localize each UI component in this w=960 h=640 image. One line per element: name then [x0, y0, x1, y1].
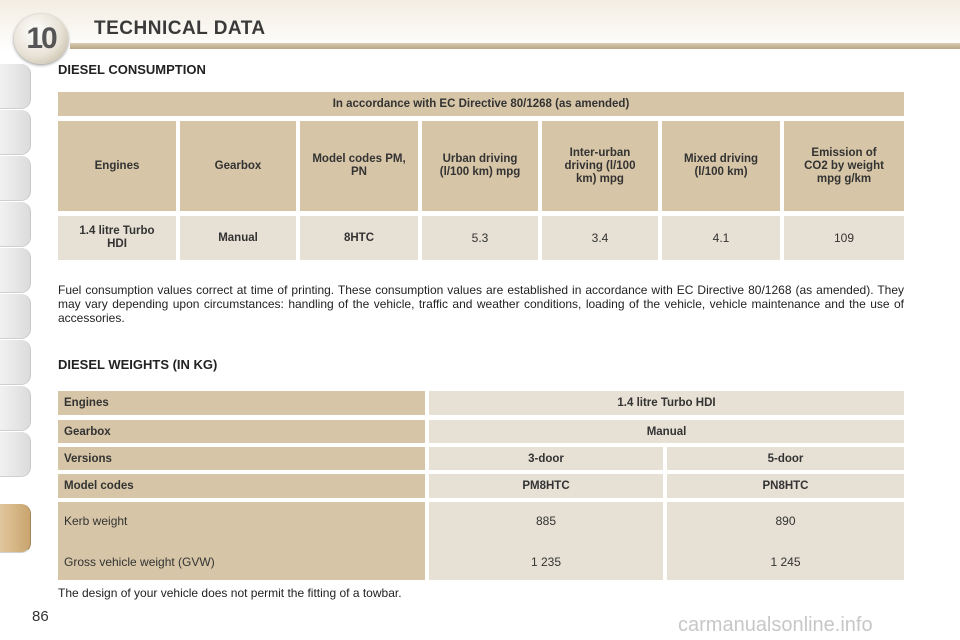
page-title: TECHNICAL DATA — [94, 18, 266, 39]
gvw-label: Gross vehicle weight (GVW) — [64, 555, 215, 569]
col-header-gearbox: Gearbox — [180, 121, 296, 211]
consumption-section-title: DIESEL CONSUMPTION — [58, 62, 206, 77]
chapter-tab[interactable] — [0, 294, 31, 339]
chapter-tab[interactable] — [0, 386, 31, 431]
consumption-note: Fuel consumption values correct at time of printing. These consumption values are established in accordance with EC Directive 80/1268 (as amended). They may vary depending upon circumstances: handling of the vehicle, traffic and weather conditions, loading of the vehicle, vehicle maintenance and the use of accessories. — [58, 283, 904, 325]
directive-header: In accordance with EC Directive 80/1268 (as amended) — [58, 92, 904, 116]
chapter-tab[interactable] — [0, 340, 31, 385]
version-3-door: 3-door — [429, 447, 663, 470]
version-5-door: 5-door — [667, 447, 904, 470]
row-label-model-codes: Model codes — [58, 474, 425, 498]
row-label-versions: Versions — [58, 447, 425, 470]
row-label-engines: Engines — [58, 391, 425, 415]
chapter-number: 10 — [26, 22, 56, 55]
gvw-5-door: 1 245 — [770, 555, 801, 569]
col-header-emission: Emission of CO2 by weight mpg g/km — [784, 121, 904, 211]
col-header-mixed: Mixed driving (l/100 km) — [662, 121, 780, 211]
chapter-tab[interactable] — [0, 248, 31, 293]
cell-model-code: 8HTC — [300, 216, 418, 260]
cell-emission: 109 — [784, 216, 904, 260]
model-code-3-door: PM8HTC — [429, 474, 663, 498]
col-header-inter-urban: Inter-urban driving (l/100 km) mpg — [542, 121, 658, 211]
col-header-model-codes: Model codes PM, PN — [300, 121, 418, 211]
chapter-tab[interactable] — [0, 156, 31, 201]
cell-urban: 5.3 — [422, 216, 538, 260]
chapter-tab[interactable] — [0, 432, 31, 477]
cell-inter-urban: 3.4 — [542, 216, 658, 260]
model-code-5-door: PN8HTC — [667, 474, 904, 498]
col-header-urban: Urban driving (l/100 km) mpg — [422, 121, 538, 211]
chapter-badge — [14, 14, 68, 64]
kerb-weight-3-door: 885 — [535, 514, 557, 528]
engines-value: 1.4 litre Turbo HDI — [429, 391, 904, 415]
page-number: 86 — [32, 608, 49, 625]
chapter-tab[interactable] — [0, 202, 31, 247]
watermark: carmanualsonline.info — [678, 614, 873, 636]
chapter-tab[interactable] — [0, 64, 31, 109]
cell-gearbox: Manual — [180, 216, 296, 260]
chapter-tab-active[interactable] — [0, 504, 31, 553]
chapter-tabs — [0, 64, 34, 576]
kerb-weight-label: Kerb weight — [64, 514, 128, 528]
gearbox-value: Manual — [429, 420, 904, 443]
towbar-note: The design of your vehicle does not permit the fitting of a towbar. — [58, 586, 402, 600]
weights-section-title: DIESEL WEIGHTS (IN KG) — [58, 357, 218, 372]
chapter-tab[interactable] — [0, 110, 31, 155]
gvw-3-door: 1 235 — [530, 555, 562, 569]
row-label-gearbox: Gearbox — [58, 420, 425, 443]
cell-engine: 1.4 litre Turbo HDI — [58, 216, 176, 260]
cell-mixed: 4.1 — [662, 216, 780, 260]
col-header-engines: Engines — [58, 121, 176, 211]
header-rule — [70, 43, 960, 49]
kerb-weight-5-door: 890 — [775, 514, 796, 528]
